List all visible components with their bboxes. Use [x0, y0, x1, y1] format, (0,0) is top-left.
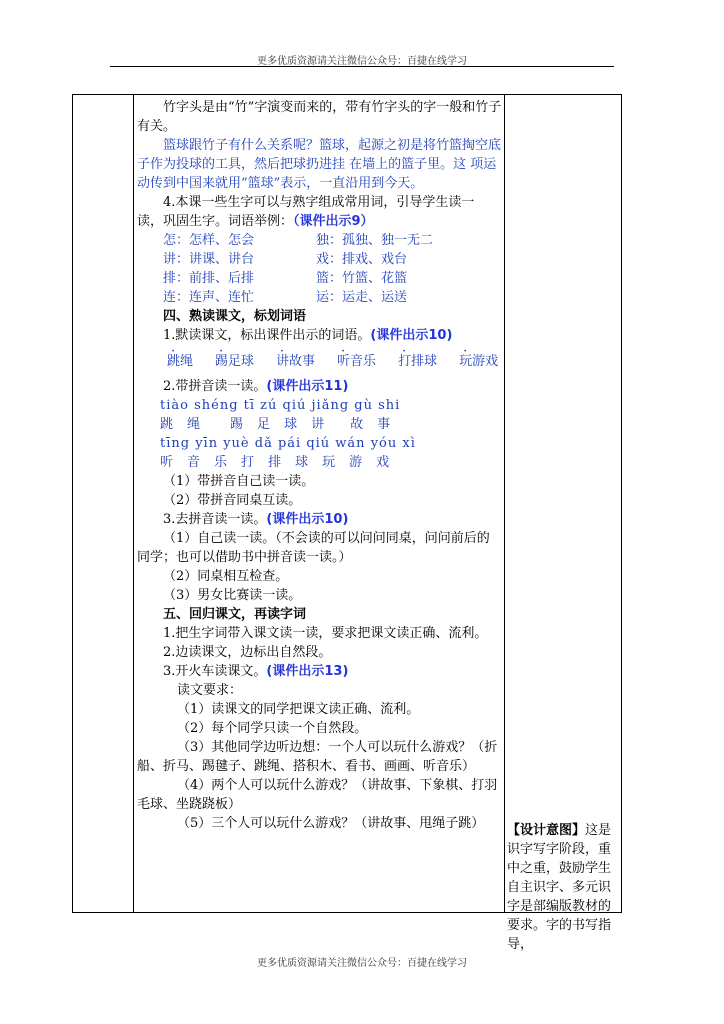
paragraph: （3）男女比赛读一读。 — [163, 588, 302, 603]
paragraph: （1）带拼音自己读一读。 — [163, 474, 315, 489]
word-item: · 讲故事 — [276, 352, 315, 371]
word-pair-row: 连：连声、连忙 运：运走、运送 — [163, 290, 408, 305]
paragraph: 竹字头是由“竹”字演变而来的，带有竹字头的字一般和竹子有关。 — [137, 100, 502, 134]
content-column — [134, 95, 505, 913]
hanzi-line: 听 音 乐 打 排 球 玩 游 戏 — [160, 455, 390, 470]
word-item: · 打排球 — [398, 352, 437, 371]
word-item: · 玩游戏 — [459, 352, 498, 371]
page-header: 更多优质资源请关注微信公众号：百捷在线学习 — [257, 56, 467, 67]
paragraph: （1）读课文的同学把课文读正确、流利。 — [177, 702, 420, 717]
word-item: · 踢足球 — [215, 352, 254, 371]
paragraph: 1.默读课文，标出课件出示的词语。(课件出示10) — [163, 328, 453, 343]
paragraph: 2.边读课文，边标出自然段。 — [163, 645, 332, 660]
word-pair-row: 讲：讲课、讲台 戏：排戏、戏台 — [163, 252, 408, 267]
paragraph: （1）自己读一读。（不会读的可以问问同桌，问问前后的同学；也可以借助书中拼音读一读。） — [137, 531, 490, 565]
paragraph: 2.带拼音读一读。(课件出示11) — [163, 379, 349, 394]
word-item: · 跳绳 — [167, 352, 193, 371]
paragraph: （3）其他同学边听边想：一个人可以玩什么游戏？（折船、折马、踢毽子、跳绳、搭积木、看书、画画、听音乐） — [137, 740, 498, 774]
word-pair-row: 怎：怎样、怎会 独：孤独、独一无二 — [163, 233, 434, 248]
paragraph: （2）同桌相互检查。 — [163, 569, 289, 584]
stage-column — [73, 95, 134, 913]
paragraph: （2）带拼音同桌互读。 — [163, 493, 302, 508]
paragraph: 1.把生字词带入课文读一读，要求把课文读正确、流利。 — [163, 626, 488, 641]
section-title: 五、回归课文，再读字词 — [163, 607, 307, 622]
page-footer: 更多优质资源请关注微信公众号：百捷在线学习 — [257, 958, 467, 969]
paragraph: （5）三个人可以玩什么游戏？（讲故事、甩绳子跳） — [177, 816, 485, 831]
hanzi-line: 跳 绳 踢 足 球 讲 故 事 — [160, 417, 391, 432]
word-item: · 听音乐 — [337, 352, 376, 371]
design-note: 【设计意图】这是识字写字阶段，重中之重，鼓励学生自主识字、多元识字是部编版教材的要求。字的书写指导， — [507, 823, 612, 952]
word-pair-row: 排：前排、后排 篮：竹篮、花篮 — [163, 271, 408, 286]
paragraph: 3.开火车读课文。(课件出示13) — [163, 664, 349, 679]
header-divider — [110, 66, 614, 67]
pinyin-line: tīng yīn yuè dǎ pái qiú wán yóu xì — [160, 436, 416, 451]
paragraph: 3.去拼音读一读。(课件出示10) — [163, 512, 349, 527]
word-list — [137, 345, 502, 371]
paragraph: （2）每个同学只读一个自然段。 — [177, 721, 368, 736]
design-column — [505, 95, 622, 952]
paragraph: 篮球跟竹子有什么关系呢？篮球，起源之初是将竹篮掏空底子作为投球的工具，然后把球扔进挂 在墙上的篮子里。这 项运动传到中国来就用“篮球”表示，一直沿用到今天。 — [137, 138, 502, 191]
section-title: 四、熟读课文，标划词语 — [163, 309, 307, 324]
paragraph: （4）两个人可以玩什么游戏？（讲故事、下象棋、打羽毛球、坐跷跷板） — [137, 778, 498, 812]
paragraph: 读文要求： — [177, 683, 243, 698]
lesson-table — [72, 94, 622, 952]
paragraph: 4.本课一些生字可以与熟字组成常用词，引导学生读一 读，巩固生字。词语举例：（课件出示9） — [137, 195, 475, 229]
pinyin-line: tiào shéng tī zú qiú jiǎng gù shi — [160, 398, 401, 413]
